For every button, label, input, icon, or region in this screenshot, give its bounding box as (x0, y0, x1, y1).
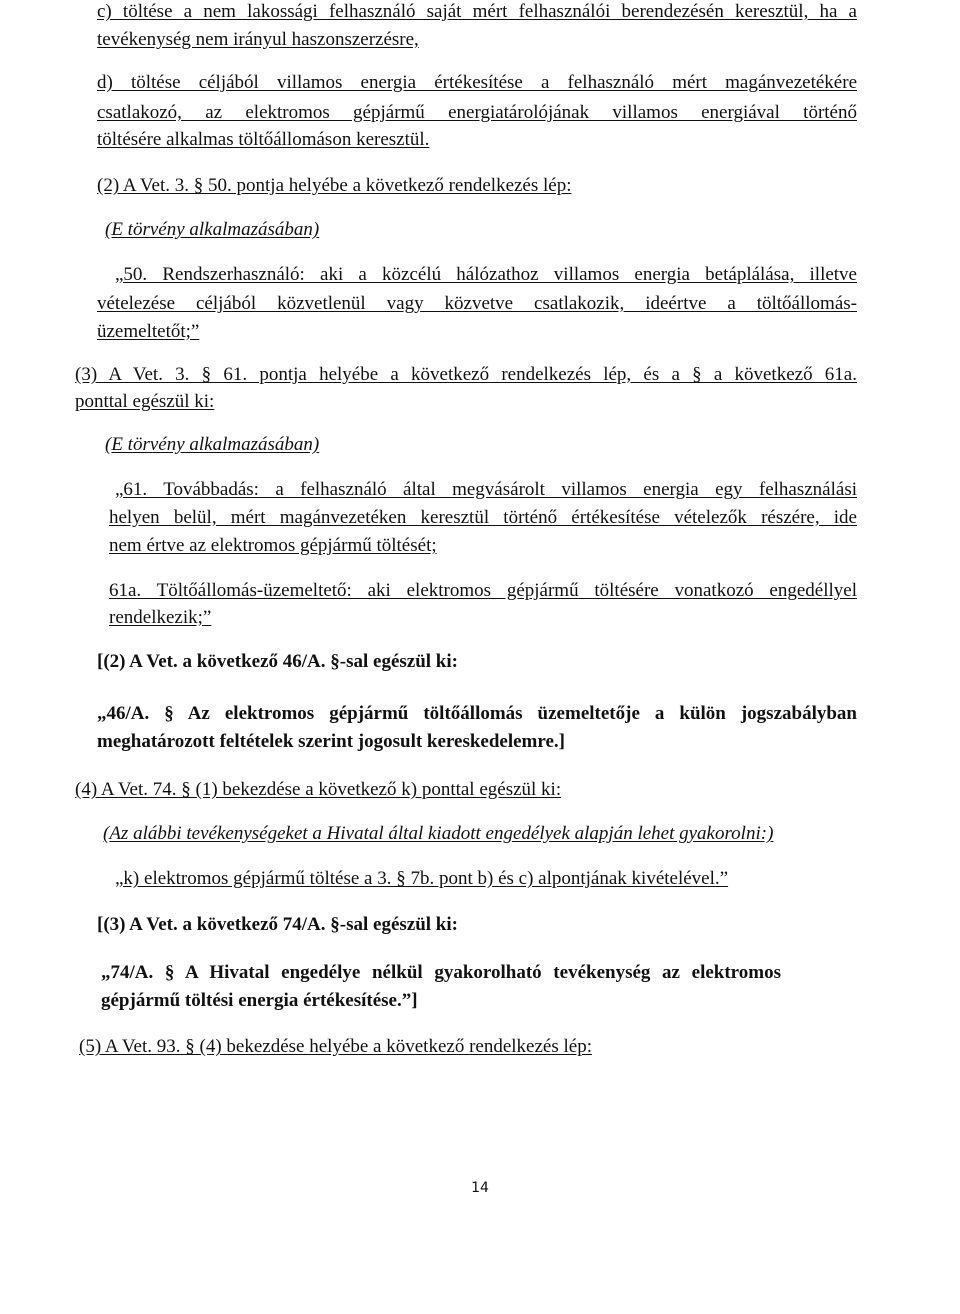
text-line: csatlakozó, az elektromos gépjármű energiatárolójának villamos energiával történő (97, 102, 857, 123)
section-heading: (3) A Vet. 3. § 61. pontja helyébe a következő rendelkezés lép, és a § a következő 61a. (75, 364, 857, 385)
italic-note: (Az alábbi tevékenységeket a Hivatal által kiadott engedélyek alapján lehet gyakorolni:) (103, 823, 774, 844)
text-line: rendelkezik;” (109, 607, 212, 628)
page-number: 14 (471, 1180, 489, 1196)
section-heading: (2) A Vet. 3. § 50. pontja helyébe a következő rendelkezés lép: (97, 175, 572, 196)
text-line: helyen belül, mért magánvezetéken keresztül történő értékesítése vételezők részére, ide (109, 507, 857, 528)
text-line: üzemeltetőt;” (97, 321, 200, 342)
text-line: „61. Továbbadás: a felhasználó által megvásárolt villamos energia egy felhasználási (115, 479, 857, 500)
bold-text-line: „46/A. § Az elektromos gépjármű töltőállomás üzemeltetője a külön jogszabályban (97, 703, 857, 724)
text-line: 61a. Töltőállomás-üzemeltető: aki elektromos gépjármű töltésére vonatkozó engedéllyel (109, 580, 857, 601)
text-line: töltésére alkalmas töltőállomáson keresztül. (97, 129, 430, 150)
bold-text-line: meghatározott feltételek szerint jogosult kereskedelemre.] (97, 731, 565, 752)
text-line: tevékenység nem irányul haszonszerzésre, (97, 29, 419, 50)
text-line: nem értve az elektromos gépjármű töltését; (109, 535, 437, 556)
text-line: „k) elektromos gépjármű töltése a 3. § 7b. pont b) és c) alpontjának kivételével.” (115, 868, 729, 889)
italic-note: (E törvény alkalmazásában) (105, 434, 320, 455)
bold-heading: [(2) A Vet. a következő 46/A. §-sal egészül ki: (97, 651, 458, 672)
bold-text-line: „74/A. § A Hivatal engedélye nélkül gyakorolható tevékenység az elektromos (101, 962, 781, 983)
section-heading: (4) A Vet. 74. § (1) bekezdése a következő k) ponttal egészül ki: (75, 779, 562, 800)
section-heading: (5) A Vet. 93. § (4) bekezdése helyébe a következő rendelkezés lép: (79, 1036, 592, 1057)
text-line: vételezése céljából közvetlenül vagy közvetve csatlakozik, ideértve a töltőállomás- (97, 293, 857, 314)
italic-note: (E törvény alkalmazásában) (105, 219, 320, 240)
bold-text-line: gépjármű töltési energia értékesítése.”] (101, 990, 418, 1011)
text-line: „50. Rendszerhasználó: aki a közcélú hálózathoz villamos energia betáplálása, illetve (115, 264, 857, 285)
text-line: d) töltése céljából villamos energia értékesítése a felhasználó mért magánvezetékére (97, 72, 857, 93)
text-line: ponttal egészül ki: (75, 391, 215, 412)
bold-heading: [(3) A Vet. a következő 74/A. §-sal egészül ki: (97, 914, 458, 935)
text-line: c) töltése a nem lakossági felhasználó saját mért felhasználói berendezésén keresztül, ha a (97, 1, 857, 22)
